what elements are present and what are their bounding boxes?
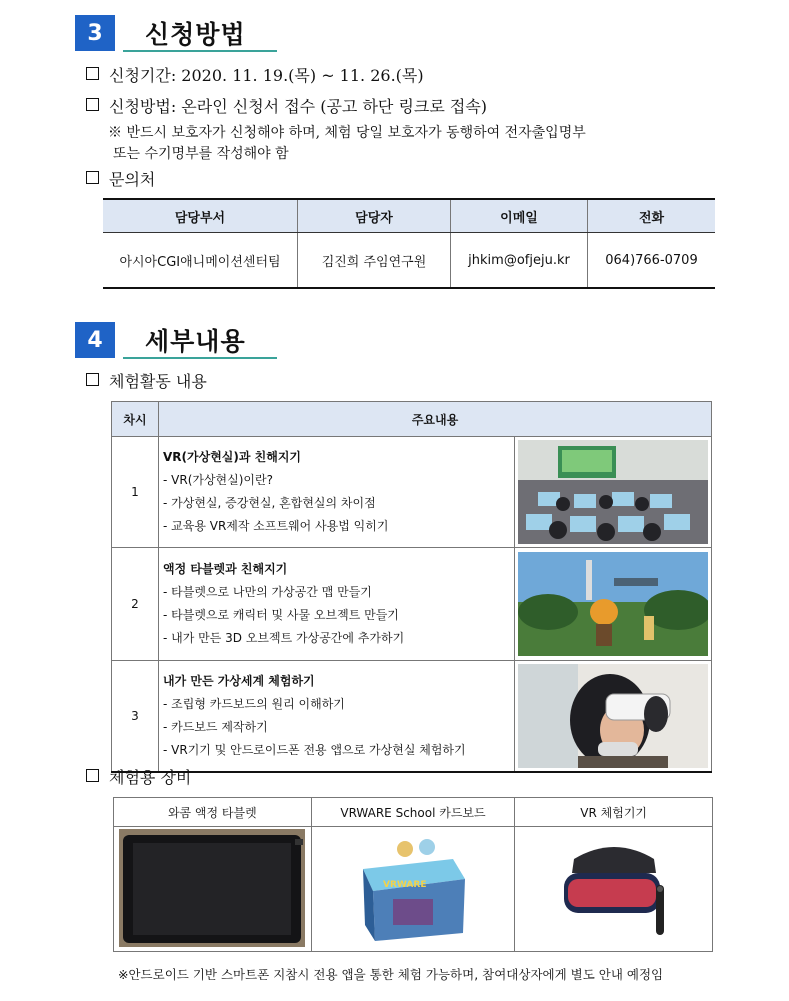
checkbox-icon <box>86 171 99 184</box>
guardian-note-line1: ※ 반드시 보호자가 신청해야 하며, 체험 당일 보호자가 동행하여 전자출입명부 <box>108 125 586 141</box>
session-photo-cell <box>515 437 712 548</box>
equipment-tablet-cell <box>114 827 312 952</box>
section-title-underline <box>123 357 277 359</box>
detail-header-content: 주요내용 <box>159 402 712 437</box>
classroom-vr-photo <box>518 440 708 544</box>
session-item: - VR기기 및 안드로이드폰 전용 앱으로 가상현실 체험하기 <box>163 743 466 757</box>
activity-detail-table <box>111 401 712 773</box>
checkbox-icon <box>86 67 99 80</box>
session-item: - 가상현실, 증강현실, 혼합현실의 차이점 <box>163 496 376 510</box>
checkbox-icon <box>86 98 99 111</box>
session-photo-cell <box>515 548 712 661</box>
section-number-badge: 3 <box>75 15 115 51</box>
equipment-vr-cell <box>515 827 713 952</box>
activity-heading <box>86 369 207 392</box>
session-item: - 카드보드 제작하기 <box>163 720 268 734</box>
contact-header-dept: 담당부서 <box>103 199 298 233</box>
session-item: - 조립형 카드보드의 원리 이해하기 <box>163 697 345 711</box>
session-item: - VR(가상현실)이란? <box>163 473 273 487</box>
detail-header-session: 차시 <box>112 402 159 437</box>
session-item: - 타블렛으로 캐릭터 및 사물 오브젝트 만들기 <box>163 608 399 622</box>
contact-dept: 아시아CGI애니메이션센터팀 <box>103 233 298 289</box>
equipment-header-tablet: 와콤 액정 타블렛 <box>114 798 312 827</box>
session-item: - 교육용 VR제작 소프트웨어 사용법 익히기 <box>163 519 389 533</box>
section-title: 신청방법 <box>145 20 246 49</box>
guardian-note <box>108 123 586 165</box>
headset-experience-photo <box>518 664 708 768</box>
table-row <box>112 437 712 548</box>
equipment-heading-text: 체험용 장비 <box>109 768 192 787</box>
cardboard-image <box>343 829 483 947</box>
tablet-image <box>119 829 305 947</box>
session-content <box>159 661 515 773</box>
contact-heading <box>86 167 155 190</box>
equipment-header-cardboard: VRWARE School 카드보드 <box>311 798 515 827</box>
virtual-world-photo <box>518 552 708 656</box>
contact-person: 김진희 주임연구원 <box>298 233 451 289</box>
equipment-table <box>113 797 713 952</box>
vr-headset-image <box>544 829 684 947</box>
session-title: 액정 타블렛과 친해지기 <box>163 562 288 576</box>
session-item: - 타블렛으로 나만의 가상공간 맵 만들기 <box>163 585 372 599</box>
footnote: ※안드로이드 기반 스마트폰 지참시 전용 앱을 통한 체험 가능하며, 참여대상자에게 별도 안내 예정임 <box>118 967 664 982</box>
activity-heading-text: 체험활동 내용 <box>109 372 207 391</box>
session-title: 내가 만든 가상세계 체험하기 <box>163 674 315 688</box>
section-number-badge: 4 <box>75 322 115 358</box>
contact-header-email: 이메일 <box>451 199 588 233</box>
equipment-header-vr: VR 체험기기 <box>515 798 713 827</box>
application-method-text: 신청방법: 온라인 신청서 접수 (공고 하단 링크로 접속) <box>109 97 488 116</box>
session-photo-cell <box>515 661 712 773</box>
section-title: 세부내용 <box>145 327 246 356</box>
contact-heading-text: 문의처 <box>109 170 156 189</box>
checkbox-icon <box>86 769 99 782</box>
checkbox-icon <box>86 373 99 386</box>
equipment-cardboard-cell <box>311 827 515 952</box>
contact-phone: 064)766-0709 <box>605 252 698 268</box>
section-title-underline <box>123 50 277 52</box>
table-row <box>112 548 712 661</box>
session-number: 1 <box>112 437 159 548</box>
contact-email[interactable]: jhkim@ofjeju.kr <box>451 233 588 289</box>
contact-table <box>103 198 715 289</box>
equipment-heading <box>86 765 191 788</box>
application-method <box>86 94 487 117</box>
table-row <box>112 661 712 773</box>
session-content <box>159 548 515 661</box>
session-item: - 내가 만든 3D 오브젝트 가상공간에 추가하기 <box>163 631 405 645</box>
application-period <box>86 63 424 86</box>
contact-header-person: 담당자 <box>298 199 451 233</box>
session-number: 2 <box>112 548 159 661</box>
contact-header-phone: 전화 <box>588 199 716 233</box>
session-content <box>159 437 515 548</box>
session-number: 3 <box>112 661 159 773</box>
session-title: VR(가상현실)과 친해지기 <box>163 450 302 464</box>
guardian-note-line2: 또는 수기명부를 작성해야 함 <box>113 146 289 162</box>
application-period-text: 신청기간: 2020. 11. 19.(목) ~ 11. 26.(목) <box>109 66 424 85</box>
svg-text:VRWARE: VRWARE <box>382 879 427 890</box>
